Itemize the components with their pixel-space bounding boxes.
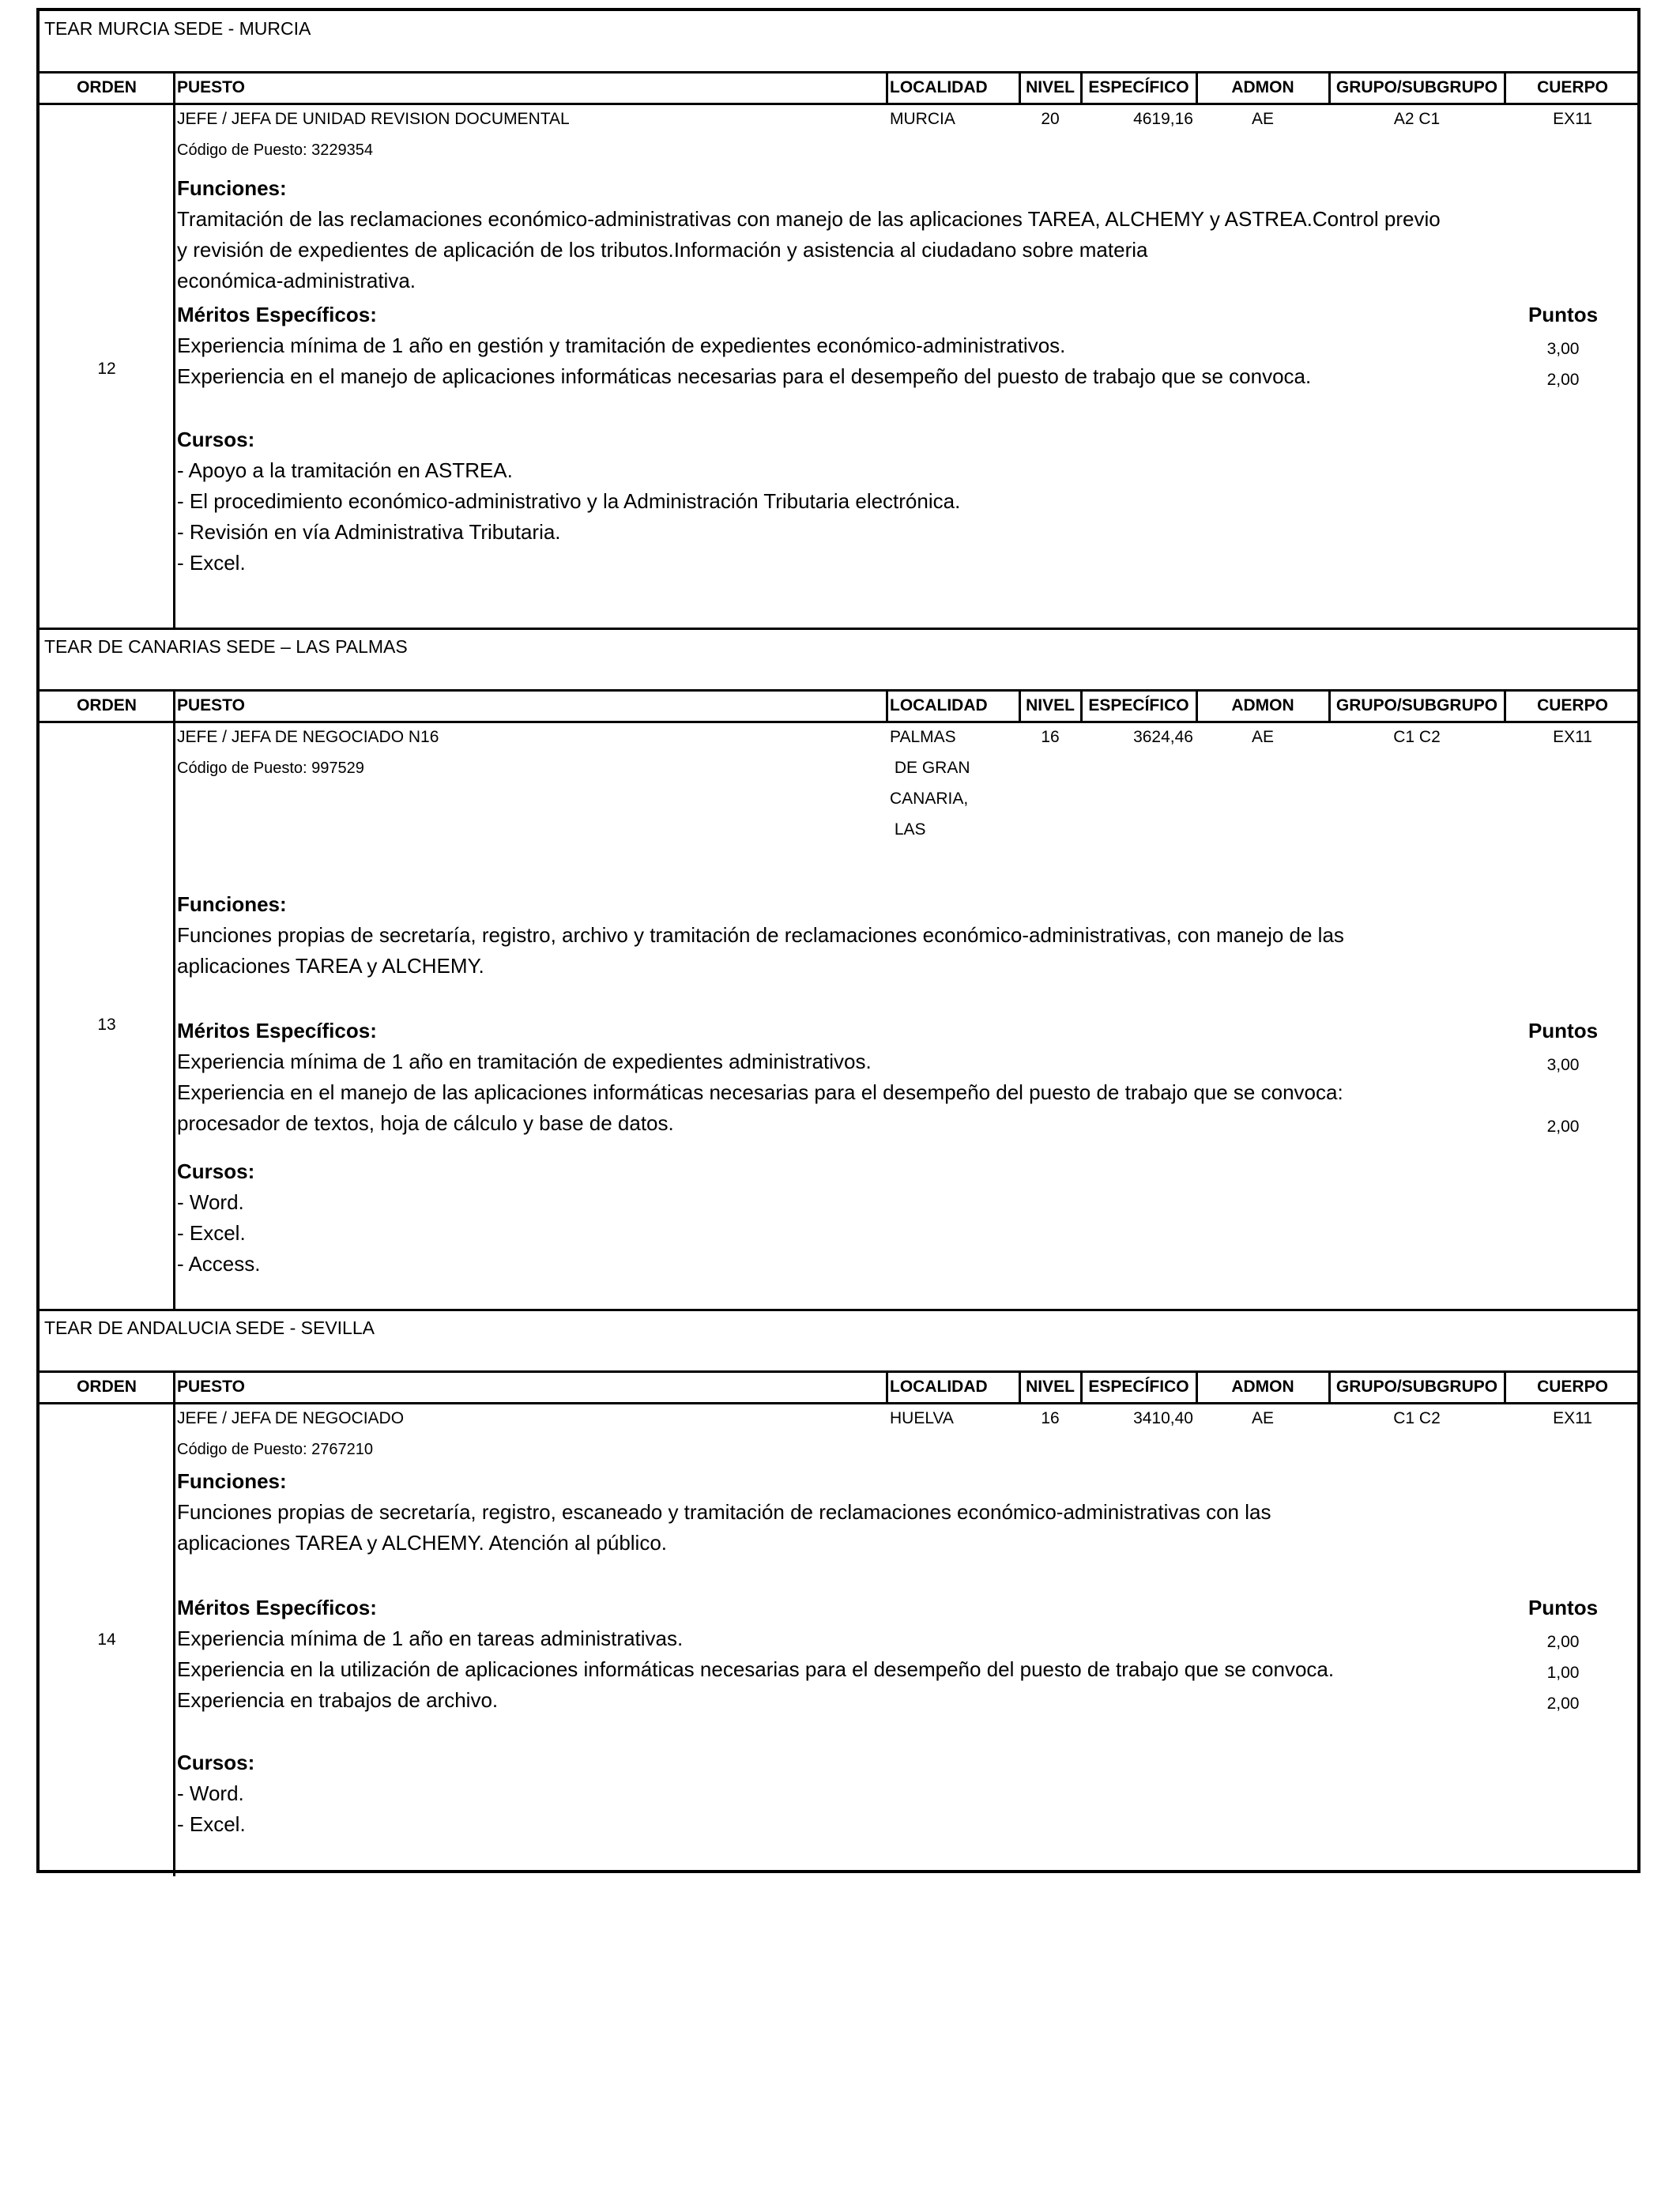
job-section xyxy=(40,11,1637,629)
header-column-divider xyxy=(1504,73,1506,103)
section-title: TEAR DE CANARIAS SEDE – LAS PALMAS xyxy=(44,636,408,657)
column-header-admon: ADMON xyxy=(1231,696,1294,714)
column-header-localidad: LOCALIDAD xyxy=(890,1378,988,1396)
column-header-nivel: NIVEL xyxy=(1026,696,1075,714)
header-column-divider xyxy=(886,1372,888,1402)
header-column-divider xyxy=(1019,1372,1021,1402)
column-header-orden: ORDEN xyxy=(77,696,137,714)
localidad-value: CANARIA, xyxy=(890,790,969,808)
puntos-value: 3,00 xyxy=(1546,1056,1580,1074)
header-column-divider xyxy=(173,691,175,721)
merito-text: Experiencia mínima de 1 año en tramitación de expedientes administrativos. xyxy=(177,1050,872,1073)
column-header-cuerpo: CUERPO xyxy=(1537,696,1608,714)
funciones-label: Funciones: xyxy=(177,1469,287,1493)
especifico-value: 3624,46 xyxy=(1133,728,1193,746)
header-column-divider xyxy=(1196,73,1198,103)
grupo-value: C1 C2 xyxy=(1393,728,1441,746)
localidad-value: LAS xyxy=(890,820,926,839)
funciones-label: Funciones: xyxy=(177,176,287,200)
header-bottom-line xyxy=(40,1402,1637,1404)
puntos-value: 2,00 xyxy=(1546,371,1580,389)
header-column-divider xyxy=(1080,73,1083,103)
funciones-text: y revisión de expedientes de aplicación de los tributos.Información y asistencia al ciudadano sobre materia xyxy=(177,238,1148,262)
localidad-value: HUELVA xyxy=(890,1409,954,1427)
header-column-divider xyxy=(1196,691,1198,721)
puntos-value: 1,00 xyxy=(1546,1664,1580,1682)
puesto-code: Código de Puesto: 2767210 xyxy=(177,1441,373,1458)
cuerpo-value: EX11 xyxy=(1553,728,1592,746)
merito-text: Experiencia mínima de 1 año en tareas administrativas. xyxy=(177,1627,684,1650)
column-header-cuerpo: CUERPO xyxy=(1537,1378,1608,1396)
header-column-divider xyxy=(1080,1372,1083,1402)
puntos-value: 2,00 xyxy=(1546,1695,1580,1713)
cursos-label: Cursos: xyxy=(177,1751,255,1774)
cursos-label: Cursos: xyxy=(177,1159,255,1183)
puntos-value: 2,00 xyxy=(1546,1118,1580,1136)
especifico-value: 4619,16 xyxy=(1133,110,1193,128)
section-divider xyxy=(40,1309,1637,1311)
header-column-divider xyxy=(886,691,888,721)
section-divider xyxy=(40,628,1637,630)
header-column-divider xyxy=(1504,1372,1506,1402)
funciones-text: Tramitación de las reclamaciones económico-administrativas con manejo de las aplicaciones TAREA, ALCHEMY y ASTREA.Control previo xyxy=(177,207,1441,231)
puntos-value: 3,00 xyxy=(1546,340,1580,358)
merito-text: Experiencia mínima de 1 año en gestión y tramitación de expedientes económico-administrativos. xyxy=(177,334,1066,357)
funciones-text: Funciones propias de secretaría, registro, archivo y tramitación de reclamaciones económico-administrativas, con manejo de las xyxy=(177,923,1344,947)
grupo-value: A2 C1 xyxy=(1393,110,1441,128)
header-column-divider xyxy=(1504,691,1506,721)
column-header-orden: ORDEN xyxy=(77,1378,137,1396)
curso-item: - Word. xyxy=(177,1781,244,1805)
column-header-grupo: GRUPO/SUBGRUPO xyxy=(1335,78,1498,96)
merito-text: procesador de textos, hoja de cálculo y base de datos. xyxy=(177,1111,674,1135)
nivel-value: 20 xyxy=(1041,110,1060,128)
header-column-divider xyxy=(886,73,888,103)
puesto-title: JEFE / JEFA DE UNIDAD REVISION DOCUMENTAL xyxy=(177,110,570,128)
nivel-value: 16 xyxy=(1041,728,1060,746)
header-column-divider xyxy=(1019,73,1021,103)
puesto-code: Código de Puesto: 997529 xyxy=(177,760,364,777)
curso-item: - Word. xyxy=(177,1190,244,1214)
funciones-text: económica-administrativa. xyxy=(177,269,416,292)
orden-number: 13 xyxy=(97,1016,116,1034)
header-column-divider xyxy=(173,1372,175,1402)
column-header-grupo: GRUPO/SUBGRUPO xyxy=(1335,1378,1498,1396)
column-header-orden: ORDEN xyxy=(77,78,137,96)
localidad-value: MURCIA xyxy=(890,110,955,128)
grupo-value: C1 C2 xyxy=(1393,1409,1441,1427)
header-column-divider xyxy=(1328,73,1331,103)
nivel-value: 16 xyxy=(1041,1409,1060,1427)
funciones-text: aplicaciones TAREA y ALCHEMY. xyxy=(177,954,484,978)
curso-item: - Access. xyxy=(177,1252,261,1276)
column-header-nivel: NIVEL xyxy=(1026,78,1075,96)
funciones-text: Funciones propias de secretaría, registro, escaneado y tramitación de reclamaciones económico-administrativas con las xyxy=(177,1500,1271,1524)
document-table xyxy=(36,8,1640,1873)
merito-text: Experiencia en el manejo de aplicaciones informáticas necesarias para el desempeño del puesto de trabajo que se convoca. xyxy=(177,364,1312,388)
job-section xyxy=(40,1310,1637,1876)
meritos-label: Méritos Específicos: xyxy=(177,303,377,326)
column-header-especifico: ESPECÍFICO xyxy=(1088,1378,1189,1396)
orden-number: 12 xyxy=(97,360,116,378)
header-column-divider xyxy=(173,73,175,103)
funciones-text: aplicaciones TAREA y ALCHEMY. Atención al público. xyxy=(177,1531,668,1555)
admon-value: AE xyxy=(1251,110,1274,128)
curso-item: - Excel. xyxy=(177,1221,246,1245)
admon-value: AE xyxy=(1251,1409,1274,1427)
puntos-value: 2,00 xyxy=(1546,1633,1580,1651)
section-title: TEAR MURCIA SEDE - MURCIA xyxy=(44,18,311,39)
orden-number: 14 xyxy=(97,1630,116,1649)
column-header-admon: ADMON xyxy=(1231,1378,1294,1396)
column-header-puesto: PUESTO xyxy=(177,1378,245,1396)
column-header-puesto: PUESTO xyxy=(177,696,245,714)
puntos-header: Puntos xyxy=(1527,1596,1599,1619)
merito-text: Experiencia en el manejo de las aplicaciones informáticas necesarias para el desempeño del puesto de trabajo que se convoca: xyxy=(177,1080,1343,1104)
meritos-label: Méritos Específicos: xyxy=(177,1019,377,1042)
column-header-cuerpo: CUERPO xyxy=(1537,78,1608,96)
curso-item: - El procedimiento económico-administrativo y la Administración Tributaria electrónica. xyxy=(177,489,961,513)
puesto-title: JEFE / JEFA DE NEGOCIADO xyxy=(177,1409,405,1427)
puesto-code: Código de Puesto: 3229354 xyxy=(177,141,373,159)
curso-item: - Excel. xyxy=(177,1812,246,1836)
puesto-title: JEFE / JEFA DE NEGOCIADO N16 xyxy=(177,728,439,746)
column-header-especifico: ESPECÍFICO xyxy=(1088,696,1189,714)
column-header-especifico: ESPECÍFICO xyxy=(1088,78,1189,96)
merito-text: Experiencia en la utilización de aplicaciones informáticas necesarias para el desempeño del puesto de trabajo que se convoca. xyxy=(177,1657,1335,1681)
header-column-divider xyxy=(1080,691,1083,721)
funciones-label: Funciones: xyxy=(177,892,287,916)
column-header-nivel: NIVEL xyxy=(1026,1378,1075,1396)
merito-text: Experiencia en trabajos de archivo. xyxy=(177,1688,499,1712)
curso-item: - Apoyo a la tramitación en ASTREA. xyxy=(177,458,513,482)
header-column-divider xyxy=(1328,1372,1331,1402)
job-section xyxy=(40,629,1637,1310)
header-column-divider xyxy=(1019,691,1021,721)
header-bottom-line xyxy=(40,721,1637,723)
header-column-divider xyxy=(1196,1372,1198,1402)
header-bottom-line xyxy=(40,103,1637,105)
localidad-value: DE GRAN xyxy=(890,759,970,777)
column-header-admon: ADMON xyxy=(1231,78,1294,96)
cuerpo-value: EX11 xyxy=(1553,110,1592,128)
column-header-grupo: GRUPO/SUBGRUPO xyxy=(1335,696,1498,714)
curso-item: - Excel. xyxy=(177,551,246,575)
localidad-value: PALMAS xyxy=(890,728,956,746)
puntos-header: Puntos xyxy=(1527,1019,1599,1042)
cursos-label: Cursos: xyxy=(177,428,255,451)
meritos-label: Méritos Específicos: xyxy=(177,1596,377,1619)
column-header-localidad: LOCALIDAD xyxy=(890,696,988,714)
cuerpo-value: EX11 xyxy=(1553,1409,1592,1427)
curso-item: - Revisión en vía Administrativa Tributaria. xyxy=(177,520,561,544)
column-header-localidad: LOCALIDAD xyxy=(890,78,988,96)
section-title: TEAR DE ANDALUCIA SEDE - SEVILLA xyxy=(44,1318,375,1338)
especifico-value: 3410,40 xyxy=(1133,1409,1193,1427)
puntos-header: Puntos xyxy=(1527,303,1599,326)
column-header-puesto: PUESTO xyxy=(177,78,245,96)
admon-value: AE xyxy=(1251,728,1274,746)
header-column-divider xyxy=(1328,691,1331,721)
